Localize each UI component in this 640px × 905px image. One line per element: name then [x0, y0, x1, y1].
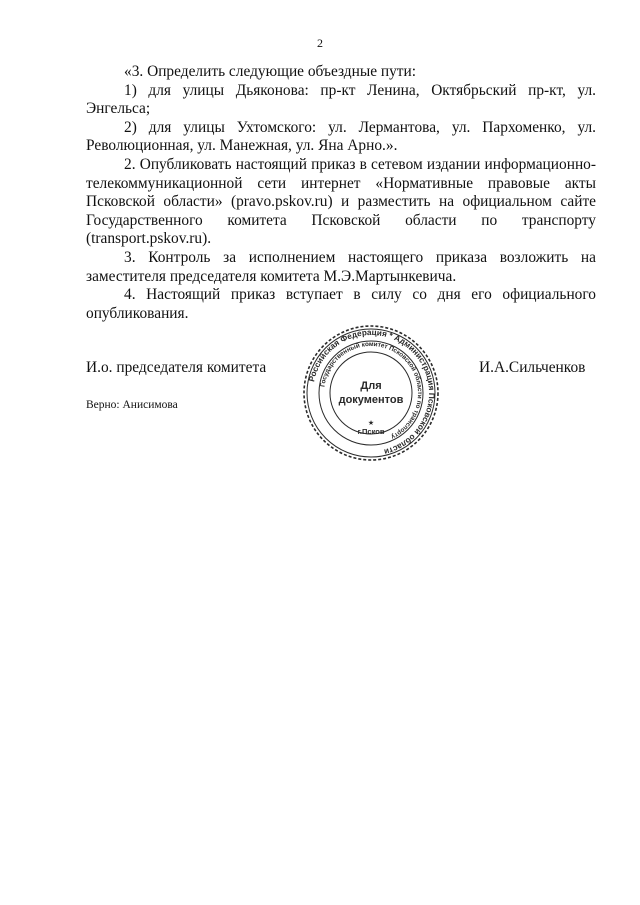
- paragraph-publication: 2. Опубликовать настоящий приказ в сетевом издании информационно-телекоммуникационной сети интернет «Нормативные правовые акты Псковской области» (pravo.pskov.ru) и разместить на официальном сайте Государственного комитета Псковской области по транспорту (transport.pskov.ru).: [86, 155, 596, 248]
- signatory-position: И.о. председателя комитета: [86, 359, 267, 376]
- paragraph-effective-date: 4. Настоящий приказ вступает в силу со дня его официального опубликования.: [86, 286, 596, 322]
- seal-inner-text: Государственный комитет Псковской области по транспорту: [319, 340, 424, 441]
- seal-center-line2: документов: [338, 394, 404, 406]
- seal-center-line1: Для: [360, 380, 382, 392]
- paragraph-detours-heading: «3. Определить следующие объездные пути:: [124, 63, 417, 80]
- signatory-name: И.А.Сильченков: [479, 359, 586, 376]
- seal-city: г.Псков: [357, 427, 385, 436]
- paragraph-detour-ukhtomskogo: 2) для улицы Ухтомского: ул. Лермантова, ул. Пархоменко, ул. Революционная, ул. Манежная, ул. Яна Арно.».: [86, 118, 596, 155]
- seal-star-icon: ★: [367, 420, 375, 427]
- paragraph-control: 3. Контроль за исполнением настоящего приказа возложить на заместителя председателя комитета М.Э.Мартынкевича.: [86, 248, 596, 285]
- seal-outer-text: Российская Федерация * Администрация Псковской области: [307, 327, 437, 457]
- body-text: [86, 63, 596, 323]
- paragraph-detour-dyakonova: 1) для улицы Дьяконова: пр-кт Ленина, Октябрьский пр-кт, ул. Энгельса;: [86, 81, 596, 118]
- certified-copy-note: Верно: Анисимова: [86, 399, 178, 411]
- official-seal: [301, 323, 441, 463]
- page-number: 2: [317, 36, 323, 50]
